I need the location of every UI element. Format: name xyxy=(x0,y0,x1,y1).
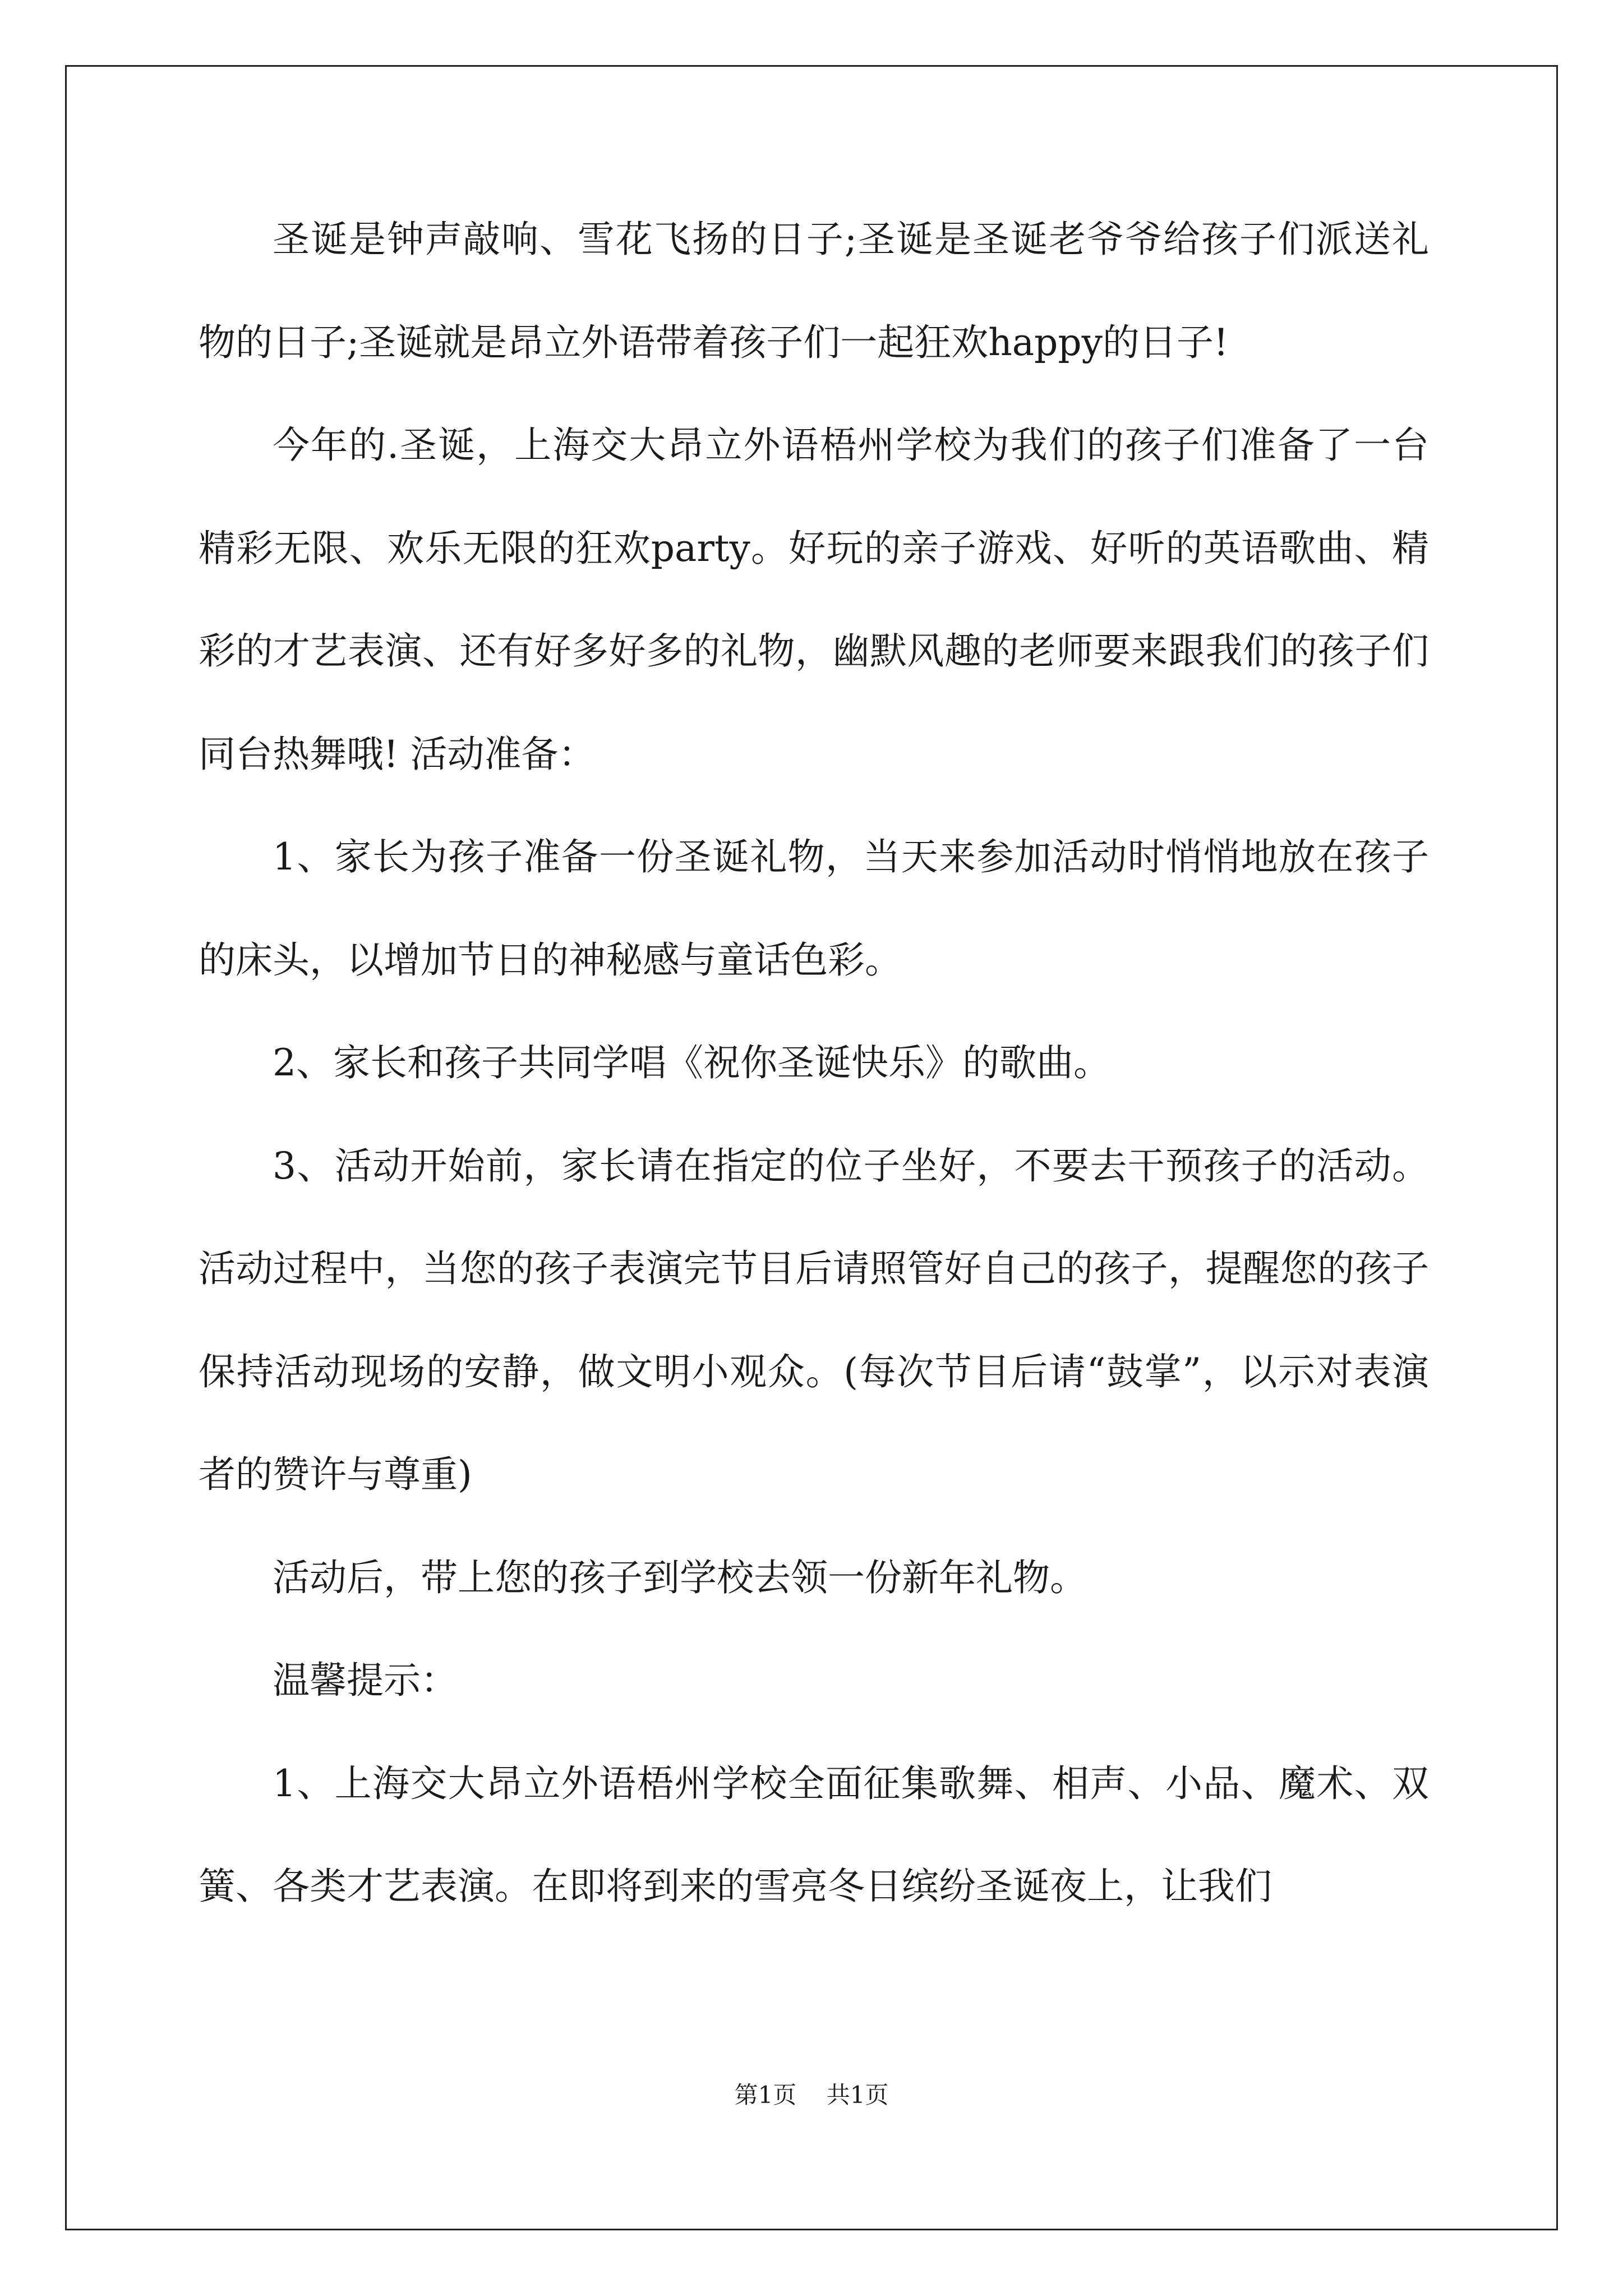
paragraph-prep-item-3: 3、活动开始前，家长请在指定的位子坐好，不要去干预孩子的活动。 活动过程中，当您的孩子表演完节目后请照管好自己的孩子，提醒您的孩子保持活动现场的安静，做文明小观众。(每次节目后请“鼓掌”，以示对表演者的赞许与尊重) xyxy=(199,1144,1429,1496)
document-body xyxy=(199,188,1429,1938)
paragraph-tip-item-1: 1、上海交大昂立外语梧州学校全面征集歌舞、相声、小品、魔术、双簧、各类才艺表演。在即将到来的雪亮冬日缤纷圣诞夜上，让我们 xyxy=(199,1761,1429,1908)
paragraph-after-event: 活动后，带上您的孩子到学校去领一份新年礼物。 xyxy=(273,1556,1087,1599)
page-number: 第1页 xyxy=(734,2081,797,2109)
page-footer xyxy=(0,2083,1623,2107)
page-total: 共1页 xyxy=(826,2081,889,2109)
paragraph-prep-item-1: 1、家长为孩子准备一份圣诞礼物，当天来参加活动时悄悄地放在孩子的床头，以增加节日的神秘感与童话色彩。 xyxy=(199,835,1429,982)
paragraph-intro: 圣诞是钟声敲响、雪花飞扬的日子;圣诞是圣诞老爷爷给孩子们派送礼物的日子;圣诞就是昂立外语带着孩子们一起狂欢happy的日子! xyxy=(199,218,1429,364)
paragraph-event-description: 今年的.圣诞，上海交大昂立外语梧州学校为我们的孩子们准备了一台精彩无限、欢乐无限的狂欢party。好玩的亲子游戏、好听的英语歌曲、精彩的才艺表演、还有好多好多的礼物，幽默风趣的老师要来跟我们的孩子们同台热舞哦! 活动准备： xyxy=(199,424,1429,776)
paragraph-tips-heading: 温馨提示： xyxy=(273,1659,458,1702)
paragraph-prep-item-2: 2、家长和孩子共同学唱《祝你圣诞快乐》的歌曲。 xyxy=(273,1041,1110,1084)
